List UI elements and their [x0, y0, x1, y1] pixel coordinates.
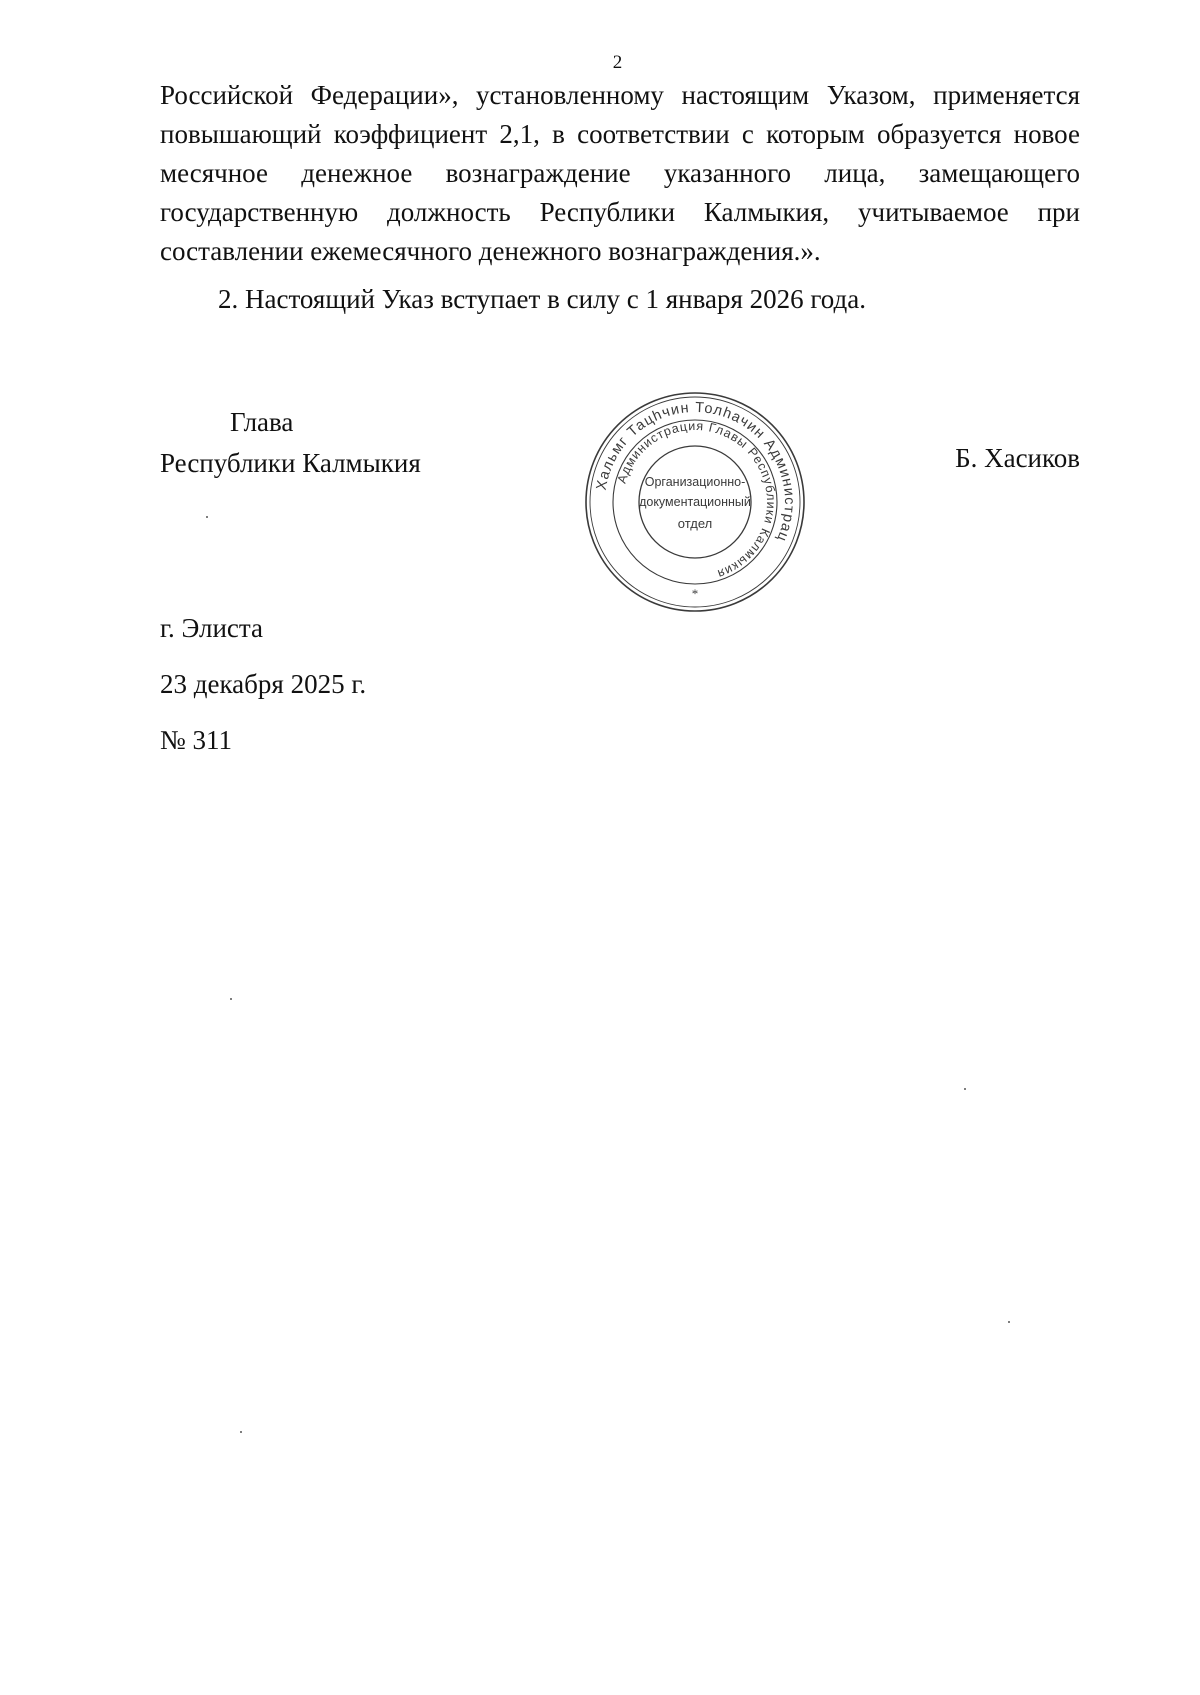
document-number: № 311	[160, 725, 233, 755]
document-info	[160, 608, 366, 776]
page-number: 2	[612, 52, 623, 73]
seal-inner-text: Администрация Главы Республики Калмыкия	[614, 418, 779, 582]
body-paragraph-continued: Российской Федерации», установленному настоящим Указом, применяется повышающий коэффициент 2,1, в соответствии с которым образуется новое месячное денежное вознаграждение указанного лица, замещающего государственную должность Республики Калмыкия, учитываемое при составлении ежемесячного денежного вознаграждения.».	[160, 80, 1080, 266]
document-body	[160, 76, 1080, 319]
document-date: 23 декабря 2025 г.	[160, 669, 367, 699]
seal-center-line3: отдел	[677, 516, 713, 531]
document-city: г. Элиста	[160, 613, 264, 643]
scan-speck	[240, 1431, 242, 1433]
signature-title	[160, 402, 421, 484]
signature-title-line2: Республики Калмыкия	[160, 448, 421, 478]
seal-outer-text: Хальмг Тацhчин Толhачин Администрац	[593, 399, 798, 545]
signature-title-line1: Глава	[230, 407, 294, 437]
scan-speck	[1008, 1321, 1010, 1323]
scan-speck	[964, 1088, 966, 1090]
signatory-name: Б. Хасиков	[955, 443, 1080, 473]
seal-center-line2: документационный	[639, 495, 751, 509]
seal-center-line1: Организационно-	[644, 475, 746, 489]
body-paragraph-effective-date: 2. Настоящий Указ вступает в силу с 1 января 2026 года.	[218, 284, 866, 314]
seal-star: *	[691, 586, 699, 601]
scan-speck	[230, 998, 232, 1000]
official-seal	[583, 390, 807, 614]
scan-speck	[206, 516, 208, 518]
